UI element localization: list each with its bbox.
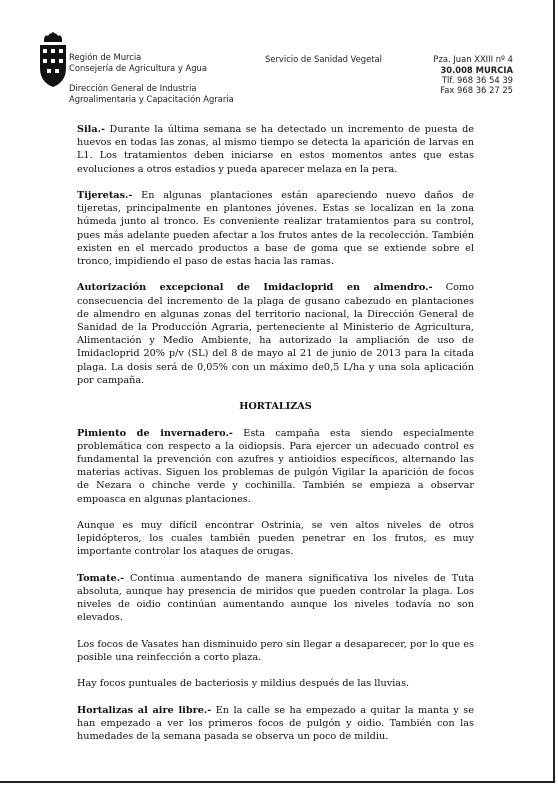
paragraph-text: Esta campaña esta siendo especialmente problemática con respecto a la oidiopsis. Para ejercer un adecuado control es fundamental la prevención con azufres y antioidios específicos, alternando las materias activas. Siguen los problemas de pulgón Vigilar la aparición de focos de Nezara o chinche verde y cochinilla. También se empieza a observar empoasca en algunas plantaciones.	[77, 427, 474, 505]
paragraph-vasates	[77, 638, 474, 664]
header-fax: Fax 968 36 27 25	[440, 85, 513, 95]
paragraph-title: Autorización excepcional de Imidacloprid en almendro.-	[77, 282, 433, 294]
header-direccion-1: Dirección General de Industria	[69, 83, 197, 93]
section-heading-hortalizas: HORTALIZAS	[239, 401, 312, 413]
paragraph-aire-libre	[77, 704, 474, 744]
paragraph-pimiento	[77, 427, 474, 506]
paragraph-sila	[77, 123, 474, 176]
paragraph-text: Continua aumentando de manera significativa los niveles de Tuta absoluta, aunque hay presencia de miridos que pueden controlar la plaga. Los niveles de oidio continúan aumentando aunque los niveles todavía no son elevados.	[77, 572, 474, 624]
paragraph-title: Tomate.-	[77, 572, 125, 584]
paragraph-title: Sila.-	[77, 124, 106, 135]
paragraph-text: Los focos de Vasates han disminuido pero sin llegar a desaparecer, por lo que es posible una reinfección a corto plaza.	[77, 638, 474, 664]
document-body	[77, 123, 474, 757]
header-phone: Tlf. 968 36 54 39	[441, 75, 513, 85]
paragraph-text: Hay focos puntuales de bacteriosis y mildius después de las lluvias.	[77, 678, 410, 690]
header-city: 30.008 MURCIA	[440, 65, 513, 75]
paragraph-ostrinia	[77, 519, 474, 559]
paragraph-tomate	[77, 572, 474, 625]
paragraph-text: Como consecuencia del incremento de la plaga de gusano cabezudo en plantaciones de almendro en algunas zonas del territorio nacional, la Dirección General de Sanidad de la Producción Agraria, perteneciente al Ministerio de Agricultura, Alimentación y Medio Ambiente, ha autorizado la ampliación de uso de Imidacloprid 20% p/v (SL) del 8 de mayo al 21 de junio de 2013 para la citada plaga. La dosis será de 0,05% con un máximo de0,5 L/ha y una sola aplicación por campaña.	[77, 282, 474, 386]
paragraph-title: Hortalizas al aire libre.-	[77, 704, 212, 716]
paragraph-text: En algunas plantaciones están apareciendo nuevo daños de tijeretas, principalmente en plantones jóvenes. Estas se localizan en la zona húmeda junto al tronco. Es conveniente realizar tratamientos para su control, pues más adelante pueden afectar a los frutos antes de la recolección. También existen en el mercado productos a base de goma que se extiende sobre el tronco, impidiendo el paso de estas hacia las ramas.	[77, 190, 474, 268]
header-servicio: Servicio de Sanidad Vegetal	[265, 54, 382, 64]
header-address: Pza. Juan XXIII nº 4	[433, 54, 513, 64]
paragraph-imidacloprid	[77, 281, 474, 387]
header-direccion-2: Agroalimentaria y Capacitación Agraria	[69, 94, 234, 104]
header-region: Región de Murcia	[69, 52, 142, 62]
paragraph-text: Aunque es muy difícil encontrar Ostrinia, se ven altos niveles de otros lepidópteros, los cuales también pueden penetrar en los frutos, es muy importante controlar los ataques de orugas.	[77, 520, 474, 558]
paragraph-bacteriosis	[77, 677, 474, 690]
paragraph-title: Pimiento de invernadero.-	[77, 427, 233, 439]
coat-of-arms-icon	[38, 32, 68, 88]
paragraph-tijeretas	[77, 189, 474, 268]
paragraph-title: Tijeretas.-	[77, 190, 133, 201]
header-consejeria: Consejería de Agricultura y Agua	[69, 63, 207, 73]
paragraph-text: En la calle se ha empezado a quitar la manta y se han empezado a ver los primeros focos de pulgón y oidio. También con las humedades de la semana pasada se observa un poco de mildiu.	[77, 704, 474, 743]
paragraph-text: Durante la última semana se ha detectado un incremento de puesta de huevos en todas las zonas, al mismo tiempo se detecta la aparición de larvas en L1. Los tratamientos deben iniciarse en estos momentos antes que estas evoluciones a otros estadios y pueda aparecer melaza en la pera.	[77, 124, 474, 175]
